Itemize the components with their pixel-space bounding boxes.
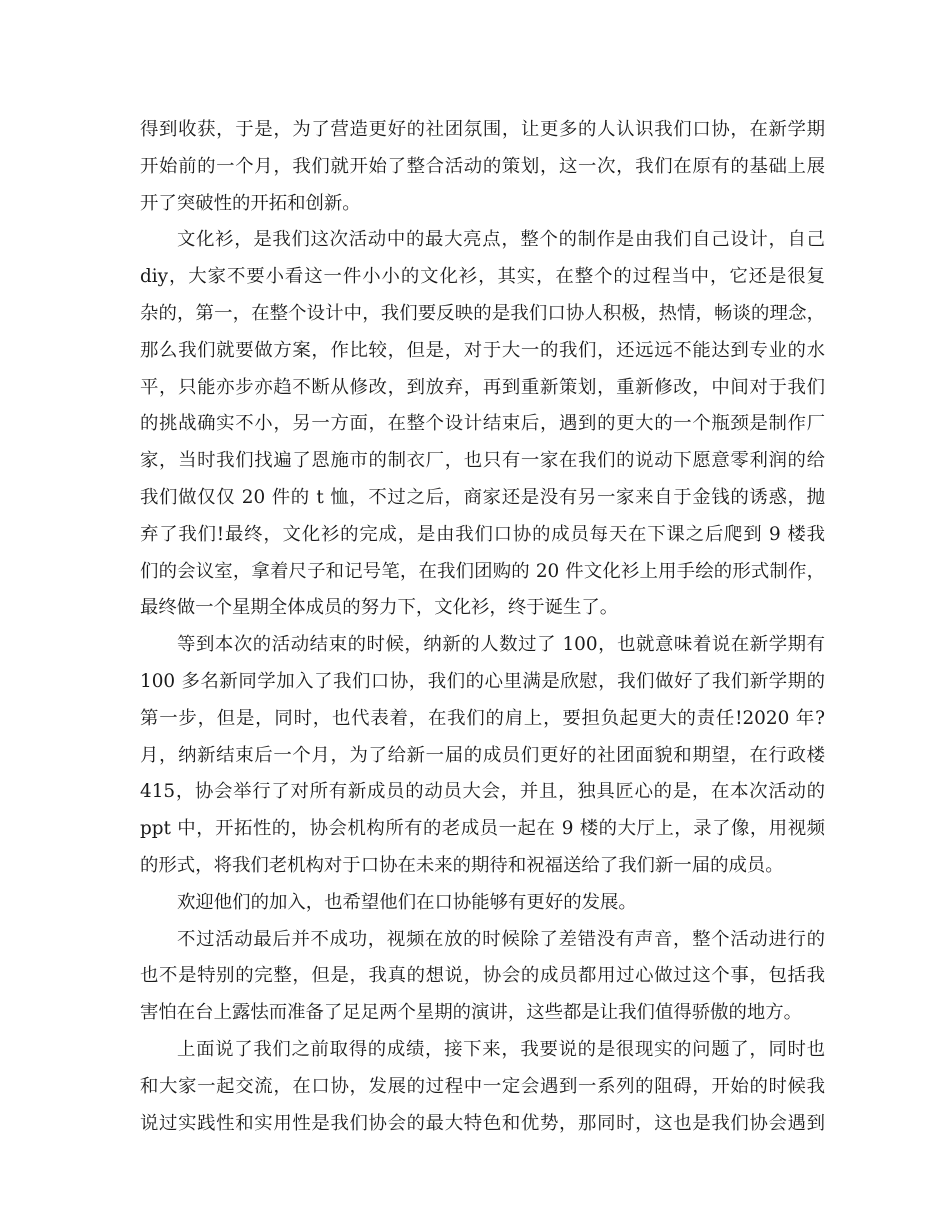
- text-line: 开始前的一个月，我们就开始了整合活动的策划，这一次，我们在原有的基础上展: [140, 155, 825, 177]
- text-line: 欢迎他们的加入，也希望他们在口协能够有更好的发展。: [177, 891, 637, 913]
- text-line: 家，当时我们找遍了恩施市的制衣厂，也只有一家在我们的说动下愿意零利润的给: [140, 450, 825, 472]
- text-line: 得到收获，于是，为了营造更好的社团氛围，让更多的人认识我们口协，在新学期: [140, 119, 825, 140]
- document-body: [140, 112, 825, 1142]
- text-line: 我们做仅仅 20 件的 t 恤，不过之后，商家还是没有另一家来自于金钱的诱惑，抛: [140, 486, 825, 508]
- text-line: 们的会议室，拿着尺子和记号笔，在我们团购的 20 件文化衫上用手绘的形式制作，: [140, 560, 825, 582]
- text-line: 第一步，但是，同时，也代表着，在我们的肩上，要担负起更大的责任!2020 年?: [140, 707, 825, 729]
- text-line: 开了突破性的开拓和创新。: [140, 192, 361, 214]
- text-line: 和大家一起交流，在口协，发展的过程中一定会遇到一系列的阻碍，开始的时候我: [140, 1075, 825, 1097]
- text-line: 那么我们就要做方案，作比较，但是，对于大一的我们，还远远不能达到专业的水: [140, 339, 825, 361]
- text-line: 等到本次的活动结束的时候，纳新的人数过了 100，也就意味着说在新学期有: [177, 634, 825, 656]
- text-line: 弃了我们!最终，文化衫的完成，是由我们口协的成员每天在下课之后爬到 9 楼我: [140, 523, 825, 545]
- text-line: 不过活动最后并不成功，视频在放的时候除了差错没有声音，整个活动进行的: [177, 928, 825, 950]
- text-line: 的形式，将我们老机构对于口协在未来的期待和祝福送给了我们新一届的成员。: [140, 854, 784, 876]
- text-line: ppt 中，开拓性的，协会机构所有的老成员一起在 9 楼的大厅上，录了像，用视频: [140, 818, 825, 840]
- text-line: 也不是特别的完整，但是，我真的想说，协会的成员都用过心做过这个事，包括我: [140, 965, 825, 987]
- text-line: 的挑战确实不小，另一方面，在整个设计结束后，遇到的更大的一个瓶颈是制作厂: [140, 413, 825, 435]
- text-line: 害怕在台上露怯而准备了足足两个星期的演讲，这些都是让我们值得骄傲的地方。: [140, 1002, 803, 1024]
- text-line: 平，只能亦步亦趋不断从修改，到放弃，再到重新策划，重新修改，中间对于我们: [140, 376, 825, 398]
- text-line: 最终做一个星期全体成员的努力下，文化衫，终于诞生了。: [140, 597, 619, 619]
- text-line: 月，纳新结束后一个月，为了给新一届的成员们更好的社团面貌和期望，在行政楼: [140, 744, 825, 766]
- text-line: 文化衫，是我们这次活动中的最大亮点，整个的制作是由我们自己设计，自己: [177, 229, 825, 251]
- text-line: 杂的，第一，在整个设计中，我们要反映的是我们口协人积极，热情，畅谈的理念，: [140, 302, 825, 324]
- text-line: 415，协会举行了对所有新成员的动员大会，并且，独具匠心的是，在本次活动的: [140, 781, 825, 803]
- text-line: 说过实践性和实用性是我们协会的最大特色和优势，那同时，这也是我们协会遇到: [140, 1112, 825, 1134]
- text-line: 上面说了我们之前取得的成绩，接下来，我要说的是很现实的问题了，同时也: [177, 1038, 825, 1060]
- text-line: 100 多名新同学加入了我们口协，我们的心里满是欣慰，我们做好了我们新学期的: [140, 670, 825, 692]
- text-line: diy，大家不要小看这一件小小的文化衫，其实，在整个的过程当中，它还是很复: [140, 266, 825, 288]
